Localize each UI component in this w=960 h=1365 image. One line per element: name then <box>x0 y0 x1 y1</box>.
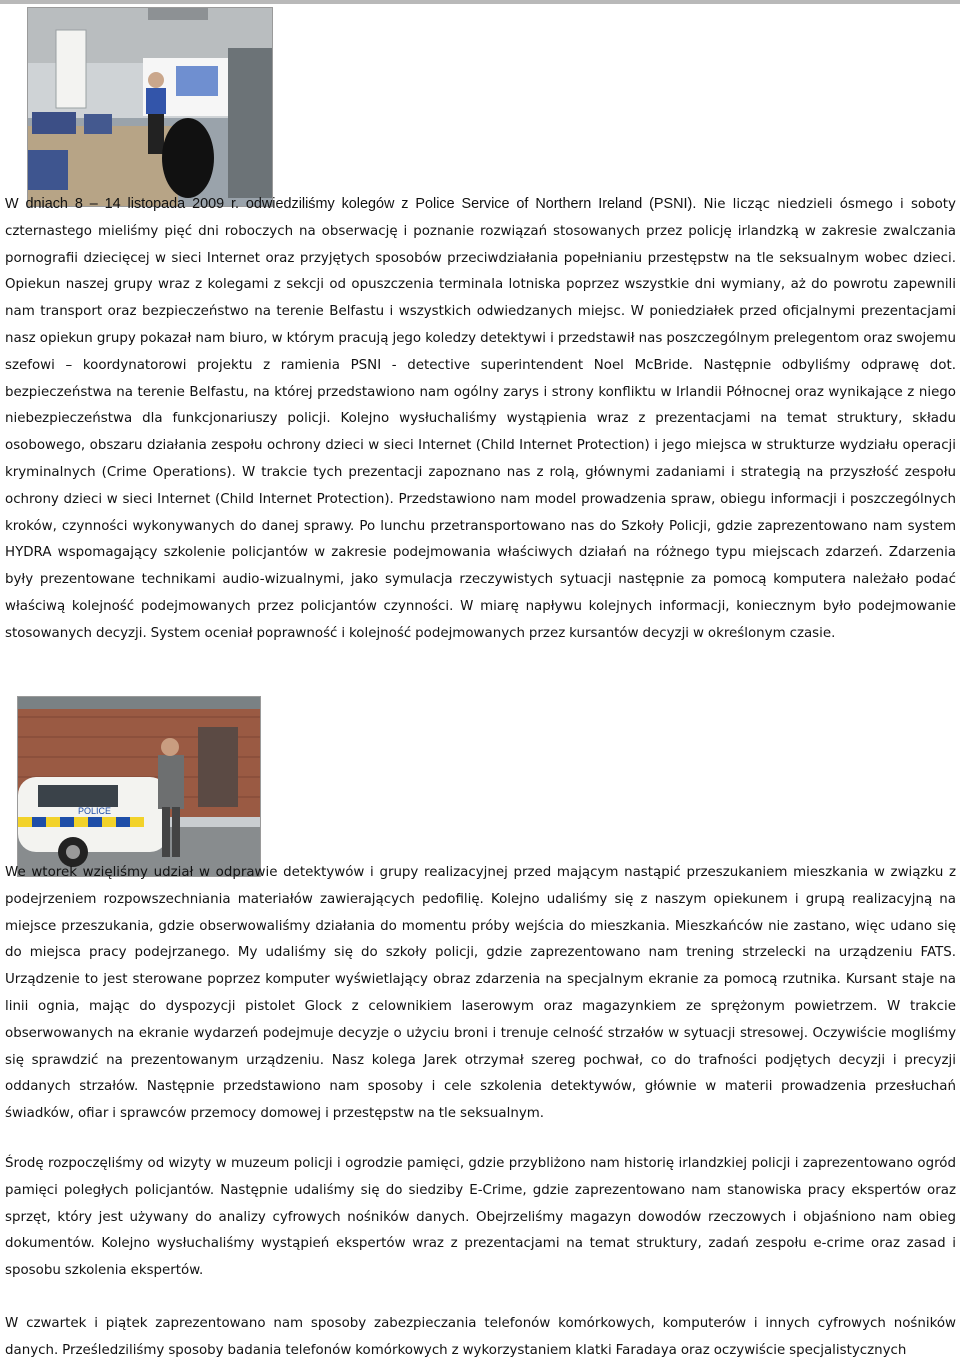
police-car-photo-icon <box>18 697 260 876</box>
top-rule <box>0 0 960 4</box>
paragraph-monday <box>5 191 956 648</box>
presentation-photo <box>27 7 273 207</box>
paragraph-wednesday <box>5 1151 956 1285</box>
paragraph-tuesday-text: We wtorek wzięliśmy udział w odprawie detektywów i grupy realizacyjnej przed mającym nastąpić przeszukaniem mieszkania w związku z podejrzeniem rozpowszechniania materiałów zawierających pedofilię. Kolejno udaliśmy się z naszym opiekunem i grupą realizacyjną na miejsce przeszukania, gdzie obserwowaliśmy działania do momentu próby wejścia do mieszkania. Mieszkańców nie zastano, więc udano się do miejsca pracy podejrzanego. My udaliśmy się do szkoły policji, gdzie zaprezentowano nam trening strzelecki na urządzeniu FATS. Urządzenie to jest sterowane poprzez komputer wyświetlający obraz zdarzenia na specjalnym ekranie za pomocą rzutnika. Kursant staje na linii ognia, mając do dyspozycji pistolet Glock z celownikiem laserowym oraz magazynkiem ze sprężonym powietrzem. W trakcie obserwowanych na ekranie wydarzeń podejmuje decyzje o użyciu broni i trenuje celność strzałów w sytuacji stresowej. Oczywiście mogliśmy się sprawdzić na prezentowanym urządzeniu. Nasz kolega Jarek otrzymał szereg pochwał, co do trafności podjętych decyzji i precyzji oddanych strzałów. Następnie przedstawiono nam sposoby i cele szkolenia detektywów, głównie w materii prowadzenia przesłuchań świadków, ofiar i sprawców przemocy domowej i przestępstw na tle seksualnym. <box>5 865 956 1122</box>
paragraph-thursday-friday <box>5 1311 956 1365</box>
paragraph-wednesday-text: Środę rozpoczęliśmy od wizyty w muzeum policji i ogrodzie pamięci, gdzie przybliżono nam historię irlandzkiej policji i zaprezentowano ogród pamięci poległych policjantów. Następnie udaliśmy się do siedziby E-Crime, gdzie zaprezentowano nam stanowiska pracy ekspertów oraz sprzęt, który jest używany do analizy cyfrowych nośników danych. Obejrzeliśmy magazyn dowodów rzeczowych i objaśniono nam obieg dokumentów. Kolejno wysłuchaliśmy wystąpień ekspertów wraz z prezentacjami na temat struktury, zadań zespołu e-crime oraz zasad i sposobu szkolenia ekspertów. <box>5 1156 956 1279</box>
paragraph-monday-lead: W dniach 8 – 14 listopada 2009 r. odwiedziliśmy kolegów z Police Service of Northern Ireland (PSNI). <box>5 196 697 212</box>
paragraph-thursday-friday-text: W czwartek i piątek zaprezentowano nam sposoby zabezpieczania telefonów komórkowych, komputerów i innych cyfrowych nośników danych. Prześledziliśmy sposoby badania telefonów komórkowych z wykorzystaniem klatki Faradaya oraz oczywiście specjalistycznych <box>5 1316 956 1358</box>
paragraph-tuesday <box>5 860 956 1128</box>
police-car-photo <box>17 696 261 877</box>
presentation-photo-icon <box>28 8 272 206</box>
paragraph-monday-body: Nie licząc niedzieli ósmego i soboty czternastego mieliśmy pięć dni roboczych na obserwację i poznanie rozwiązań stosowanych przez policję irlandzką w zakresie zwalczania pornografii dziecięcej w sieci Internet oraz przyjętych sposobów przeciwdziałania popełnianiu przestępstw na tle seksualnym wobec dzieci. Opiekun naszej grupy wraz z kolegami z sekcji od opuszczenia terminala lotniska poprzez wszystkie dni wymiany, aż do powrotu zapewnili nam transport oraz bezpieczeństwo na terenie Belfastu i wszystkich odwiedzanych miejsc. W poniedziałek przed oficjalnymi prezentacjami nasz opiekun grupy pokazał nam biuro, w którym pracują jego koledzy detektywi i przedstawił nas poszczególnym prelegentom oraz swojemu szefowi – koordynatorowi projektu z ramienia PSNI - detective superintendent Noel McBride. Następnie odbyliśmy odprawę dot. bezpieczeństwa na terenie Belfastu, na której przedstawiono nam ogólny zarys i strony konfliktu w Irlandii Północnej oraz wynikające z niego niebezpieczeństwa dla funkcjonariuszy policji. Kolejno wysłuchaliśmy wystąpienia wraz z prezentacjami na temat struktury, składu osobowego, obszaru działania zespołu ochrony dzieci w sieci Internet (Child Internet Protection) i jego miejsca w strukturze wydziału operacji kryminalnych (Crime Operations). W trakcie tych prezentacji zapoznano nas z rolą, głównymi zadaniami i strategią na przyszłość zespołu ochrony dzieci w sieci Internet (Child Internet Protection). Przedstawiono nam model prowadzenia spraw, obiegu informacji i poszczególnych kroków, czynności wykonywanych do danej sprawy. Po lunchu przetransportowano nas do Szkoły Policji, gdzie zaprezentowano nam system HYDRA wspomagający szkolenie policjantów w zakresie podejmowania właściwych działań na różnego typu miejscach zdarzeń. Zdarzenia były prezentowane technikami audio-wizualnymi, jako symulacja rzeczywistych sytuacji następnie za pomocą komputera należało podać właściwą kolejność podejmowanych przez policjantów czynności. W miarę napływu kolejnych informacji, koniecznym było podejmowanie stosowanych decyzji. System oceniał poprawność i kolejność podejmowanych przez kursantów decyzji w określonym czasie. <box>5 197 956 641</box>
car-police-text: POLICE <box>78 806 112 816</box>
